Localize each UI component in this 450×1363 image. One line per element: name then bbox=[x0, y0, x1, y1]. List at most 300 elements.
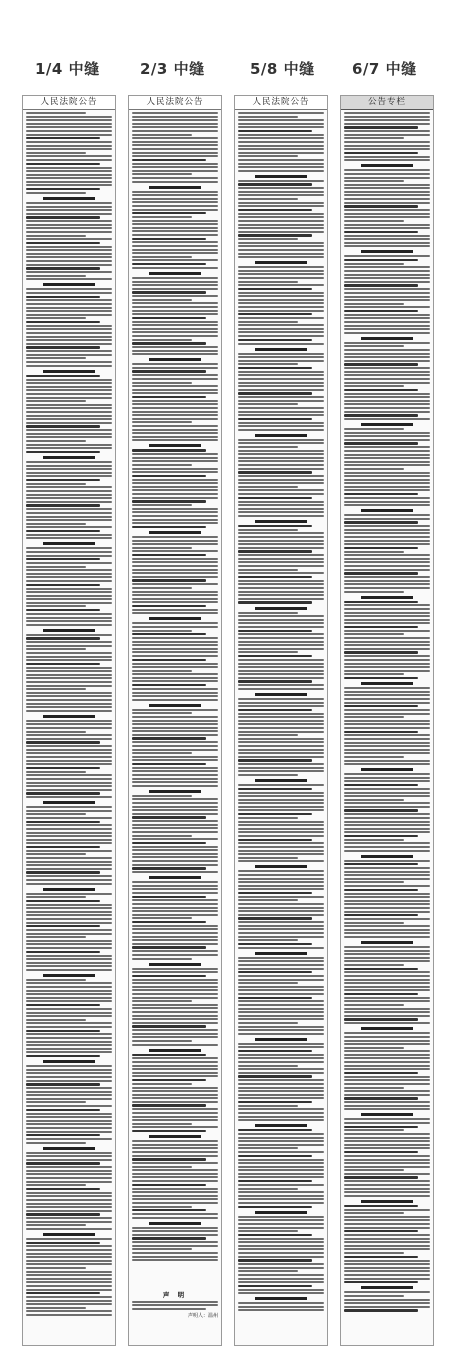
text-line bbox=[132, 759, 218, 761]
text-line bbox=[344, 784, 418, 786]
text-line bbox=[26, 749, 112, 751]
text-line bbox=[132, 716, 218, 718]
text-line bbox=[344, 1022, 430, 1024]
strip-text-block bbox=[23, 110, 115, 1320]
text-line bbox=[344, 619, 430, 621]
text-line bbox=[149, 963, 201, 966]
text-line bbox=[26, 591, 112, 593]
text-line bbox=[132, 785, 218, 787]
text-line bbox=[238, 576, 312, 578]
text-line bbox=[344, 389, 418, 391]
text-line bbox=[26, 1012, 112, 1014]
text-line bbox=[26, 1303, 112, 1305]
text-line bbox=[344, 356, 430, 358]
text-line bbox=[132, 277, 218, 279]
text-line bbox=[238, 870, 324, 872]
text-line bbox=[238, 525, 312, 527]
text-line bbox=[238, 148, 324, 150]
text-line bbox=[132, 849, 218, 851]
text-line bbox=[26, 468, 112, 470]
text-line bbox=[344, 1126, 418, 1128]
text-line bbox=[26, 1307, 86, 1309]
text-line bbox=[344, 1032, 430, 1034]
text-line bbox=[344, 489, 430, 491]
text-line bbox=[132, 407, 218, 409]
text-line bbox=[26, 846, 100, 848]
text-line bbox=[26, 692, 112, 694]
text-line bbox=[238, 249, 324, 251]
text-line bbox=[238, 709, 312, 711]
text-line bbox=[344, 345, 404, 347]
text-line bbox=[26, 835, 112, 837]
text-line bbox=[43, 801, 95, 804]
text-line bbox=[238, 1234, 312, 1236]
text-line bbox=[344, 1057, 430, 1059]
gutter-strip-2-3 bbox=[128, 95, 222, 1346]
text-line bbox=[344, 1188, 430, 1190]
text-line bbox=[132, 680, 218, 682]
text-line bbox=[26, 440, 86, 442]
text-line bbox=[132, 227, 218, 229]
text-line bbox=[344, 349, 430, 351]
text-line bbox=[26, 123, 112, 125]
text-line bbox=[26, 530, 100, 532]
text-line bbox=[132, 734, 218, 736]
text-line bbox=[132, 1169, 218, 1171]
text-line bbox=[344, 235, 430, 237]
text-line bbox=[26, 907, 112, 909]
text-line bbox=[132, 112, 218, 114]
text-line bbox=[132, 781, 218, 783]
text-line bbox=[238, 601, 312, 603]
text-line bbox=[238, 986, 324, 988]
text-line bbox=[344, 871, 430, 873]
text-line bbox=[132, 350, 218, 352]
text-line bbox=[344, 532, 430, 534]
text-line bbox=[238, 1022, 298, 1024]
text-line bbox=[132, 245, 218, 247]
text-line bbox=[238, 723, 324, 725]
text-line bbox=[344, 130, 430, 132]
text-line bbox=[238, 242, 324, 244]
text-line bbox=[132, 403, 218, 405]
text-line bbox=[344, 694, 430, 696]
text-line bbox=[26, 472, 112, 474]
text-line bbox=[238, 1302, 324, 1304]
text-line bbox=[132, 1057, 218, 1059]
text-line bbox=[344, 1309, 418, 1311]
text-line bbox=[238, 569, 298, 571]
text-line bbox=[26, 1289, 112, 1291]
text-line bbox=[238, 752, 324, 754]
text-line bbox=[132, 155, 218, 157]
text-line bbox=[238, 353, 324, 355]
text-line bbox=[344, 727, 430, 729]
text-line bbox=[26, 375, 100, 377]
text-line bbox=[132, 774, 218, 776]
text-line bbox=[132, 936, 218, 938]
text-line bbox=[132, 712, 192, 714]
text-line bbox=[344, 1129, 404, 1131]
text-line bbox=[26, 264, 112, 266]
text-line bbox=[238, 270, 324, 272]
text-line bbox=[132, 958, 192, 960]
text-line bbox=[26, 310, 112, 312]
text-line bbox=[344, 1180, 430, 1182]
text-line bbox=[344, 288, 430, 290]
statement-signature: 声明人：温州 bbox=[187, 1313, 218, 1319]
text-line bbox=[132, 1162, 218, 1164]
text-line bbox=[238, 532, 324, 534]
text-line bbox=[238, 382, 324, 384]
text-line bbox=[344, 1008, 430, 1010]
text-line bbox=[238, 1011, 324, 1013]
text-line bbox=[26, 624, 112, 626]
text-line bbox=[238, 1015, 324, 1017]
text-line bbox=[344, 756, 404, 758]
text-line bbox=[361, 1113, 413, 1116]
text-line bbox=[132, 943, 218, 945]
text-line bbox=[344, 314, 430, 316]
text-line bbox=[238, 1241, 324, 1243]
text-line bbox=[132, 313, 218, 315]
text-line bbox=[344, 1137, 430, 1139]
text-line bbox=[132, 464, 192, 466]
text-line bbox=[132, 335, 218, 337]
text-line bbox=[238, 302, 324, 304]
text-line bbox=[344, 648, 430, 650]
text-line bbox=[344, 1267, 430, 1269]
text-line bbox=[26, 720, 112, 722]
text-line bbox=[238, 1198, 324, 1200]
text-line bbox=[26, 861, 112, 863]
text-line bbox=[344, 1036, 430, 1038]
text-line bbox=[132, 1116, 218, 1118]
text-line bbox=[344, 382, 430, 384]
text-line bbox=[238, 698, 324, 700]
text-line bbox=[26, 993, 112, 995]
text-line bbox=[132, 737, 206, 739]
text-line bbox=[344, 655, 430, 657]
text-line bbox=[344, 1072, 418, 1074]
text-line bbox=[26, 170, 112, 172]
text-line bbox=[132, 946, 206, 948]
text-line bbox=[26, 1217, 112, 1219]
text-line bbox=[26, 422, 112, 424]
text-line bbox=[132, 835, 192, 837]
text-line bbox=[344, 932, 430, 934]
text-line bbox=[26, 163, 100, 165]
text-line bbox=[238, 1155, 312, 1157]
text-line bbox=[344, 367, 430, 369]
text-line bbox=[132, 979, 218, 981]
text-line bbox=[255, 520, 307, 523]
text-line bbox=[26, 407, 112, 409]
text-line bbox=[238, 1147, 298, 1149]
text-line bbox=[238, 565, 324, 567]
text-line bbox=[26, 275, 86, 277]
text-line bbox=[238, 759, 312, 761]
text-line bbox=[344, 1176, 418, 1178]
text-line bbox=[26, 893, 112, 895]
text-line bbox=[132, 288, 218, 290]
text-line bbox=[132, 770, 218, 772]
text-line bbox=[344, 565, 430, 567]
text-line bbox=[26, 1044, 112, 1046]
text-line bbox=[238, 1238, 324, 1240]
text-line bbox=[238, 1263, 324, 1265]
gutter-strip-1-4 bbox=[22, 95, 116, 1346]
text-line bbox=[344, 202, 430, 204]
text-line bbox=[344, 878, 430, 880]
text-line bbox=[26, 771, 86, 773]
text-line bbox=[344, 1281, 418, 1283]
text-line bbox=[132, 778, 218, 780]
text-line bbox=[344, 1234, 430, 1236]
text-line bbox=[255, 1211, 307, 1214]
text-line bbox=[132, 177, 218, 179]
text-line bbox=[26, 955, 112, 957]
text-line bbox=[238, 720, 324, 722]
text-line bbox=[238, 831, 324, 833]
text-line bbox=[238, 817, 298, 819]
text-line bbox=[238, 749, 324, 751]
text-line bbox=[344, 576, 430, 578]
text-line bbox=[238, 389, 324, 391]
text-line bbox=[132, 605, 206, 607]
text-line bbox=[344, 119, 430, 121]
text-line bbox=[26, 752, 112, 754]
text-line bbox=[344, 587, 430, 589]
text-line bbox=[26, 864, 112, 866]
text-line bbox=[26, 397, 112, 399]
text-line bbox=[344, 749, 430, 751]
text-line bbox=[26, 965, 112, 967]
text-line bbox=[132, 745, 218, 747]
text-line bbox=[361, 423, 413, 426]
text-line bbox=[132, 392, 218, 394]
text-line bbox=[26, 1004, 100, 1006]
text-line bbox=[344, 1047, 404, 1049]
text-line bbox=[132, 1040, 192, 1042]
text-line bbox=[255, 952, 307, 955]
text-line bbox=[344, 224, 430, 226]
text-line bbox=[26, 490, 112, 492]
text-line bbox=[344, 1241, 430, 1243]
text-line bbox=[132, 331, 218, 333]
text-line bbox=[344, 1263, 430, 1265]
text-line bbox=[26, 339, 112, 341]
text-line bbox=[344, 472, 430, 474]
text-line bbox=[26, 260, 112, 262]
text-line bbox=[26, 192, 86, 194]
text-line bbox=[132, 547, 192, 549]
text-line bbox=[344, 580, 430, 582]
text-line bbox=[132, 425, 218, 427]
text-line bbox=[26, 634, 112, 636]
text-line bbox=[238, 888, 324, 890]
text-line bbox=[132, 493, 218, 495]
text-line bbox=[344, 325, 430, 327]
text-line bbox=[344, 788, 430, 790]
text-line bbox=[26, 839, 112, 841]
text-line bbox=[238, 1281, 324, 1283]
text-line bbox=[132, 134, 192, 136]
text-line bbox=[132, 479, 218, 481]
text-line bbox=[344, 209, 430, 211]
strip-title: 人民法院公告 bbox=[235, 96, 327, 110]
text-line bbox=[238, 741, 324, 743]
text-line bbox=[132, 720, 218, 722]
text-line bbox=[238, 245, 324, 247]
text-line bbox=[132, 230, 218, 232]
text-line bbox=[238, 550, 312, 552]
text-line bbox=[344, 670, 430, 672]
text-line bbox=[238, 878, 324, 880]
text-line bbox=[238, 464, 324, 466]
text-line bbox=[255, 434, 307, 437]
text-line bbox=[132, 1248, 192, 1250]
text-line bbox=[344, 641, 430, 643]
text-line bbox=[132, 1252, 218, 1254]
text-line bbox=[344, 997, 430, 999]
text-line bbox=[26, 1271, 112, 1273]
text-line bbox=[132, 954, 218, 956]
column-heading-2-3: 2/3 中缝 bbox=[140, 60, 205, 78]
text-line bbox=[26, 796, 112, 798]
text-line bbox=[238, 489, 324, 491]
text-line bbox=[255, 1124, 307, 1127]
text-line bbox=[26, 148, 112, 150]
text-line bbox=[238, 501, 324, 503]
text-line bbox=[132, 806, 218, 808]
text-line bbox=[238, 152, 324, 154]
text-line bbox=[344, 874, 430, 876]
text-line bbox=[132, 1015, 218, 1017]
text-line bbox=[132, 727, 218, 729]
text-line bbox=[132, 709, 218, 711]
text-line bbox=[344, 1191, 430, 1193]
text-line bbox=[132, 598, 218, 600]
text-line bbox=[344, 1274, 430, 1276]
text-line bbox=[132, 259, 218, 261]
text-line bbox=[255, 693, 307, 696]
text-line bbox=[132, 579, 206, 581]
text-line bbox=[132, 400, 218, 402]
text-line bbox=[238, 1169, 324, 1171]
text-line bbox=[238, 396, 324, 398]
text-line bbox=[238, 947, 324, 949]
text-line bbox=[255, 175, 307, 178]
text-line bbox=[238, 997, 312, 999]
text-line bbox=[344, 363, 418, 365]
text-line bbox=[132, 181, 218, 183]
text-line bbox=[26, 637, 100, 639]
text-line bbox=[238, 1216, 324, 1218]
text-line bbox=[344, 720, 430, 722]
text-line bbox=[344, 953, 430, 955]
text-line bbox=[344, 123, 430, 125]
text-line bbox=[344, 612, 430, 614]
text-line bbox=[132, 363, 218, 365]
text-line bbox=[344, 989, 430, 991]
text-line bbox=[344, 450, 430, 452]
text-line bbox=[26, 317, 86, 319]
text-line bbox=[132, 1029, 218, 1031]
text-line bbox=[238, 989, 324, 991]
text-line bbox=[238, 439, 324, 441]
text-line bbox=[26, 1152, 112, 1154]
text-line bbox=[344, 529, 430, 531]
text-line bbox=[238, 619, 324, 621]
text-line bbox=[26, 588, 112, 590]
text-line bbox=[238, 187, 324, 189]
text-line bbox=[26, 1134, 100, 1136]
text-line bbox=[26, 112, 86, 114]
text-line bbox=[26, 810, 112, 812]
text-line bbox=[238, 216, 324, 218]
text-line bbox=[132, 917, 192, 919]
text-line bbox=[344, 461, 430, 463]
text-line bbox=[132, 572, 218, 574]
text-line bbox=[132, 382, 192, 384]
text-line bbox=[344, 554, 430, 556]
text-line bbox=[361, 1200, 413, 1203]
text-line bbox=[238, 1097, 324, 1099]
text-line bbox=[344, 777, 430, 779]
statement-title: 声 明 bbox=[162, 1290, 188, 1299]
text-line bbox=[26, 1203, 112, 1205]
text-line bbox=[26, 1228, 112, 1230]
text-line bbox=[26, 1195, 112, 1197]
text-line bbox=[238, 504, 324, 506]
text-line bbox=[26, 494, 112, 496]
text-line bbox=[132, 950, 218, 952]
text-line bbox=[26, 1055, 100, 1057]
text-line bbox=[43, 974, 95, 977]
text-line bbox=[238, 932, 324, 934]
text-line bbox=[149, 1049, 201, 1052]
text-line bbox=[238, 1166, 324, 1168]
text-line bbox=[344, 1252, 404, 1254]
text-line bbox=[26, 393, 112, 395]
text-line bbox=[344, 881, 404, 883]
text-line bbox=[26, 181, 112, 183]
text-line bbox=[132, 809, 218, 811]
text-line bbox=[26, 332, 112, 334]
text-line bbox=[26, 1008, 112, 1010]
text-line bbox=[43, 1233, 95, 1236]
text-line bbox=[344, 903, 430, 905]
text-line bbox=[132, 820, 218, 822]
text-line bbox=[238, 1065, 298, 1067]
text-line bbox=[132, 1119, 218, 1121]
text-line bbox=[26, 497, 112, 499]
text-line bbox=[149, 272, 201, 275]
text-line bbox=[132, 1004, 218, 1006]
text-line bbox=[344, 723, 430, 725]
text-line bbox=[238, 425, 324, 427]
text-line bbox=[238, 407, 324, 409]
text-line bbox=[26, 501, 112, 503]
text-line bbox=[26, 1087, 112, 1089]
text-line bbox=[361, 855, 413, 858]
text-line bbox=[26, 433, 112, 435]
text-line bbox=[344, 504, 430, 506]
text-line bbox=[238, 543, 324, 545]
text-line bbox=[344, 1230, 418, 1232]
text-line bbox=[344, 1184, 430, 1186]
